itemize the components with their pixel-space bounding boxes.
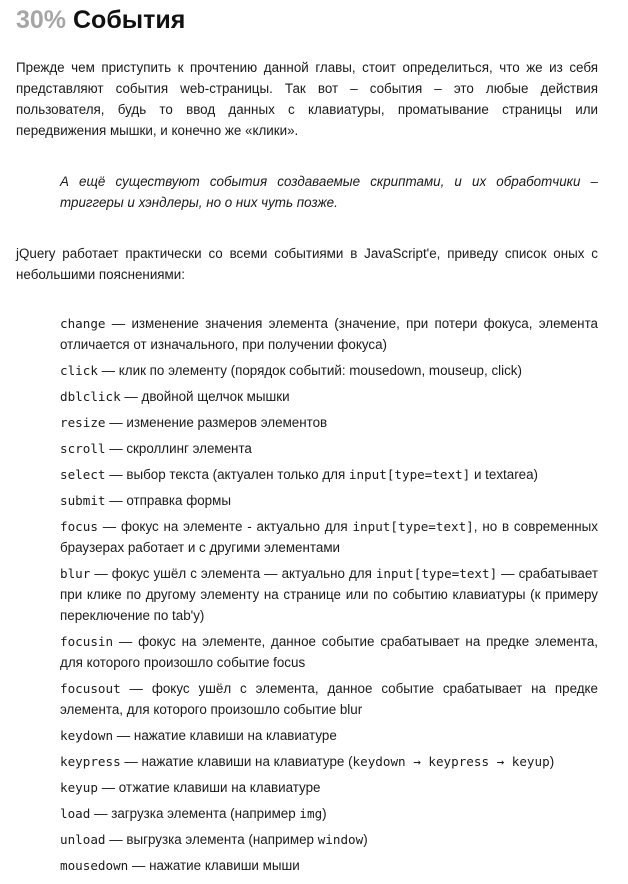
event-description: загрузка элемента (например xyxy=(111,806,300,821)
event-list xyxy=(60,313,598,881)
event-description: выгрузка элемента (например xyxy=(126,832,318,847)
event-description: нажатие клавиши на клавиатуре xyxy=(133,728,337,743)
event-item-scroll xyxy=(60,438,598,459)
event-name: click xyxy=(60,363,98,378)
inline-code: input[type=text] xyxy=(375,566,498,581)
event-item-change xyxy=(60,313,598,355)
event-name: unload xyxy=(60,832,106,847)
event-separator: — xyxy=(105,493,127,508)
event-separator: — xyxy=(120,754,142,769)
event-separator: — xyxy=(120,681,152,696)
event-separator: — xyxy=(90,566,112,581)
event-name: keydown xyxy=(60,728,114,743)
event-description: скроллинг элемента xyxy=(126,441,252,456)
event-description: — срабатывает при клике по другому элементу на странице или по событию клавиатуры (к примеру переключение по tab'у) xyxy=(60,566,598,623)
event-separator: — xyxy=(128,858,150,873)
event-name: keyup xyxy=(60,780,98,795)
event-item-select xyxy=(60,464,598,485)
event-separator: — xyxy=(113,634,139,649)
event-separator: — xyxy=(120,389,142,404)
event-separator: — xyxy=(90,806,112,821)
event-name: submit xyxy=(60,493,106,508)
inline-code: input[type=text] xyxy=(352,519,474,534)
note-paragraph: А ещё существуют события создаваемые скриптами, и их обработчики – триггеры и хэндлеры, но о них чуть позже. xyxy=(60,174,598,210)
event-description: выбор текста (актуален только для xyxy=(126,467,349,482)
inline-code: img xyxy=(299,806,323,821)
event-item-focus xyxy=(60,516,598,558)
event-item-dblclick xyxy=(60,386,598,407)
event-separator: — xyxy=(105,441,127,456)
event-description: , но в современных браузерах работает и с другими элементами xyxy=(60,519,598,555)
event-description: отправка формы xyxy=(126,493,231,508)
event-item-keyup xyxy=(60,777,598,798)
event-description: ) xyxy=(322,806,327,821)
event-name: dblclick xyxy=(60,389,121,404)
event-name: focus xyxy=(60,519,98,534)
event-separator: — xyxy=(97,363,119,378)
event-name: load xyxy=(60,806,91,821)
event-item-focusout xyxy=(60,678,598,720)
event-item-unload xyxy=(60,829,598,850)
title-percent: 30% xyxy=(16,6,67,34)
page-title xyxy=(16,4,185,36)
event-name: mousedown xyxy=(60,858,129,873)
event-item-blur xyxy=(60,563,598,626)
event-name: resize xyxy=(60,415,106,430)
title-text: События xyxy=(73,6,186,34)
event-separator: — xyxy=(105,415,127,430)
event-separator: — xyxy=(105,467,127,482)
event-name: blur xyxy=(60,566,91,581)
event-item-resize xyxy=(60,412,598,433)
event-description: отжатие клавиши на клавиатуре xyxy=(118,780,321,795)
event-description: двойной щелчок мышки xyxy=(141,389,290,404)
event-item-keydown xyxy=(60,725,598,746)
event-description: фокус ушёл с элемента — актуально для xyxy=(111,566,376,581)
event-item-focusin xyxy=(60,631,598,673)
event-item-click xyxy=(60,360,598,381)
event-description: нажатие клавиши на клавиатуре ( xyxy=(141,754,353,769)
event-description: изменение размеров элементов xyxy=(126,415,328,430)
intro-paragraph: Прежде чем приступить к прочтению данной главы, стоит определиться, что же из себя представляют события web-страницы. Так вот – события – это любые действия пользователя, будь то ввод данных с клавиатуры, проматывание страницы или передвижения мышки, и конечно же «клики». xyxy=(16,60,598,138)
event-description: клик по элементу (порядок событий: mousedown, mouseup, click) xyxy=(118,363,522,378)
event-separator: — xyxy=(105,832,127,847)
event-description: и textarea) xyxy=(470,467,539,482)
event-separator: — xyxy=(105,316,132,331)
event-name: select xyxy=(60,467,106,482)
event-description: нажатие клавиши мыши xyxy=(149,858,300,873)
event-separator: — xyxy=(113,728,134,743)
event-item-submit xyxy=(60,490,598,511)
event-description: фокус на элементе - актуально для xyxy=(120,519,353,534)
event-description: изменение значения элемента (значение, при потери фокуса, элемента отличается от изначального, при получении фокуса) xyxy=(60,316,598,352)
event-separator: — xyxy=(97,519,121,534)
event-item-keypress xyxy=(60,751,598,772)
inline-code: input[type=text] xyxy=(348,467,471,482)
event-name: keypress xyxy=(60,754,121,769)
event-name: change xyxy=(60,316,106,331)
event-name: focusout xyxy=(60,681,121,696)
event-description: фокус ушёл с элемента, данное событие срабатывает на предке элемента, для которого произошло событие blur xyxy=(60,681,598,717)
event-item-mousedown xyxy=(60,855,598,876)
inline-code: window xyxy=(317,832,364,847)
event-separator: — xyxy=(97,780,119,795)
event-description: фокус на элементе, данное событие срабатывает на предке элемента, для которого произошло событие focus xyxy=(60,634,598,670)
event-description: ) xyxy=(363,832,368,847)
event-item-load xyxy=(60,803,598,824)
event-name: focusin xyxy=(60,634,114,649)
lead-paragraph: jQuery работает практически со всеми событиями в JavaScript'е, приведу список оных с небольшими пояснениями: xyxy=(16,246,598,282)
event-description: ) xyxy=(549,754,555,769)
inline-code: keydown → keypress → keyup xyxy=(352,754,550,769)
event-name: scroll xyxy=(60,441,106,456)
